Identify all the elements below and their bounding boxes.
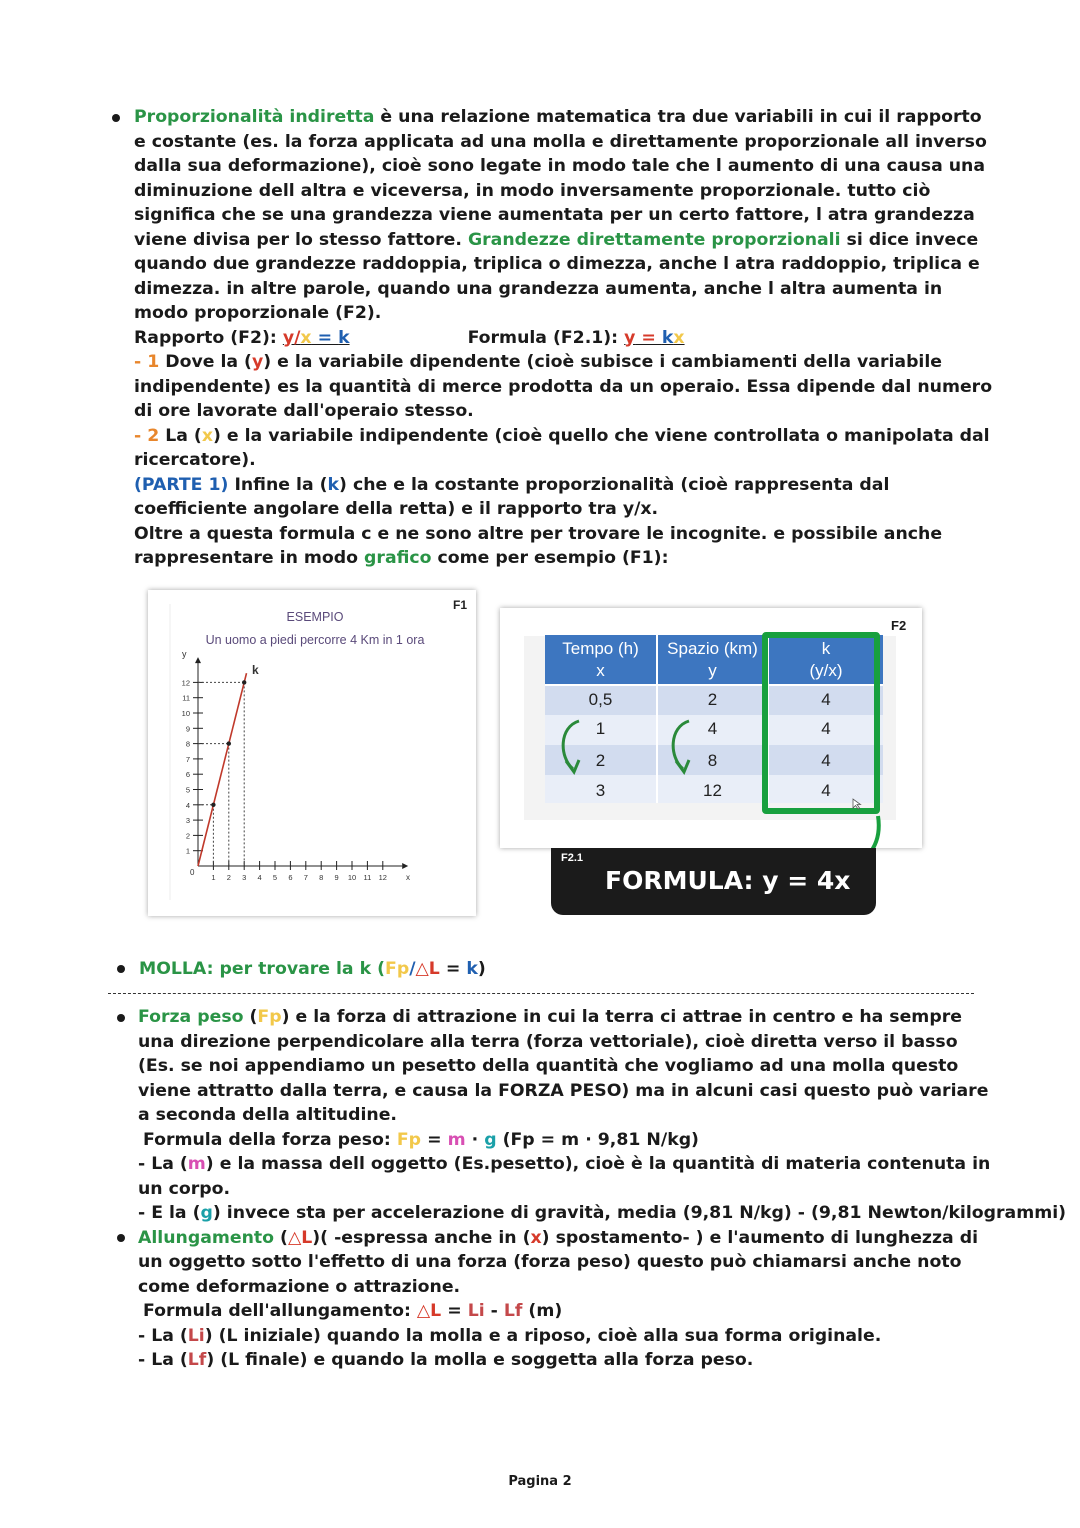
x-tick-label: 4	[257, 873, 262, 882]
header-tempo: Tempo (h) x	[562, 639, 639, 680]
point-1: - 1 Dove la (y) e la variabile dipendente (cioè subisce i cambiamenti della variabile indipendente) es la quantità di merce prodotta da un operaio. Essa dipende dal numero di ore lavorate dall'operaio stesso.	[134, 352, 993, 421]
data-point	[242, 680, 246, 684]
header-k: k (y/x)	[809, 639, 843, 680]
allungamento-paragraph: Allungamento (△L)( -espressa anche in (x) spostamento- ) e l'aumento di lunghezza di un oggetto sotto l'effetto di una forza (forza peso) questo può chiamarsi anche noto come deformazione o attrazione.	[138, 1227, 979, 1297]
lf-line: - La (Lf) (L finale) e quando la molla e soggetta alla forza peso.	[138, 1350, 754, 1370]
rapporto-expression: y/x = k	[282, 327, 350, 348]
y-tick-label: 2	[185, 831, 190, 841]
cell: 4	[821, 719, 831, 738]
figure-f2-tag: F2	[891, 618, 907, 633]
curved-arrow-icon	[557, 717, 587, 777]
header-spazio: Spazio (km) y	[667, 639, 758, 680]
formula-text: FORMULA: y = 4x	[605, 866, 851, 895]
term-grandezze-direttamente-proporzionali: Grandezze direttamente proporzionali	[467, 229, 841, 250]
cell: 4	[821, 690, 831, 709]
cursor-icon	[852, 798, 862, 810]
cell: 4	[821, 751, 831, 770]
cell: 2	[595, 751, 606, 770]
k-column-highlight	[762, 632, 880, 814]
dashed-divider	[108, 993, 974, 994]
figure-f1-tag: F1	[453, 598, 468, 612]
figure-f1-card	[148, 590, 476, 916]
formula-box	[551, 848, 876, 915]
cell: 4	[821, 781, 831, 800]
cell: 2	[707, 690, 718, 709]
y-tick-label: 12	[181, 678, 190, 688]
y-tick-label: 8	[185, 739, 190, 749]
forza-peso-paragraph: Forza peso (Fp) e la forza di attrazione in cui la terra ci attrae in centro e ha sempre una direzione perpendicolare alla terra (forza vettoriale), cioè diretta verso il basso (Es. se noi appendiamo un pesetto della quantità che vogliamo ad una molla questo viene attratto dalla terra, e causa la FORZA PESO) ma in alcuni casi questo può variare a seconda della altitudine.	[138, 1007, 989, 1125]
y-tick-label: 3	[185, 816, 190, 826]
forza-peso-formula: Formula della forza peso: Fp = m · g (Fp = m · 9,81 N/kg)	[143, 1129, 699, 1150]
series-line-k	[198, 673, 247, 866]
massa-line: - La (m) e la massa dell oggetto (Es.pesetto), cioè è la quantità di materia contenuta in un corpo.	[138, 1154, 991, 1199]
y-axis-label: y	[182, 649, 187, 659]
cell: 4	[707, 719, 718, 738]
x-tick-label: 9	[334, 873, 339, 882]
allungamento-formula: Formula dell'allungamento: △L = Li - Lf (m)	[143, 1301, 563, 1321]
gravita-line: - E la (g) invece sta per accelerazione di gravità, media (9,81 N/kg) - (9,81 Newton/kilogrammi)	[138, 1203, 1067, 1223]
li-line: - La (Li) (L iniziale) quando la molla e a riposo, cioè alla sua forma originale.	[138, 1325, 882, 1346]
x-tick-label: 2	[226, 873, 231, 882]
x-axis-label: x	[406, 873, 410, 882]
page-number: Pagina 2	[508, 1474, 572, 1489]
y-tick-label: 9	[185, 724, 190, 734]
cell: 1	[595, 719, 606, 738]
point-2: - 2 La (x) e la variabile indipendente (cioè quello che viene controllata o manipolata dal ricercatore).	[134, 425, 990, 470]
intro-paragraph: Proporzionalità indiretta è una relazione matematica tra due variabili in cui il rapporto e costante (es. la forza applicata ad una molla e direttamente proporzionale all inverso dalla sua deformazione), cioè sono legate in modo tale che l aumento di una causa una diminuzione dell altra e viceversa, in modo inversamente proporzionale. tutto ciò significa che se una grandezza viene aumentata per un certo fattore, l atra grandezza viene divisa per lo stesso fattore. Grandezze direttamente proporzionali si dice invece quando due grandezze raddoppia, triplica o dimezza, anche l atra raddoppio, triplica e dimezza. in altre parole, quando una grandezza aumenta, anche l altra aumenta in modo proporzionale (F2).	[134, 107, 987, 323]
line-label-k: k	[252, 663, 259, 677]
cell: 0,5	[588, 690, 613, 709]
y-tick-label: 10	[181, 709, 190, 718]
y-tick-label: 6	[185, 770, 190, 780]
figure-f1-chart	[148, 590, 476, 916]
cell: 8	[707, 751, 718, 770]
x-tick-label: 10	[347, 873, 357, 882]
y-tick-label: 4	[185, 800, 190, 810]
x-tick-label: 6	[288, 873, 293, 882]
point-3: (PARTE 1) Infine la (k) che e la costante proporzionalità (cioè rappresenta dal coefficiente angolare della retta) e il rapporto tra y/x.	[134, 474, 890, 519]
point-4: Oltre a questa formula c e ne sono altre per trovare le incognite. e possibile anche rappresentare in modo grafico come per esempio (F1):	[134, 523, 943, 568]
x-tick-label: 8	[319, 873, 324, 882]
x-tick-label: 5	[272, 873, 278, 882]
cell: 3	[595, 781, 606, 800]
y-tick-label: 5	[185, 785, 190, 795]
origin-label: 0	[190, 868, 195, 877]
x-tick-label: 12	[378, 873, 387, 882]
formula-expression: y = kx	[624, 327, 685, 348]
chart-subtitle: Un uomo a piedi percorre 4 Km in 1 ora	[205, 633, 425, 647]
intro-section	[134, 105, 994, 571]
cell: 12	[703, 781, 722, 800]
bullet	[112, 114, 120, 122]
x-tick-label: 11	[363, 873, 372, 882]
y-tick-label: 11	[182, 693, 190, 703]
bullet	[117, 1234, 125, 1242]
x-axis-arrow-icon	[402, 863, 408, 869]
bullet	[117, 1014, 125, 1022]
x-tick-label: 3	[242, 873, 247, 882]
data-point	[211, 803, 215, 807]
y-tick-label: 1	[185, 846, 190, 856]
forza-section	[138, 1005, 1067, 1373]
curved-arrow-icon	[667, 717, 697, 777]
rapporto-formula-line: Rapporto (F2): y/x = k Formula (F2.1): y = kx	[134, 327, 685, 348]
x-tick-label: 7	[303, 873, 308, 882]
molla-line: MOLLA: per trovare la k (Fp/△L = k)	[139, 959, 486, 979]
y-axis-arrow-icon	[195, 657, 201, 663]
formula-tag: F2.1	[561, 852, 584, 864]
y-tick-label: 7	[185, 754, 190, 764]
data-point	[227, 741, 231, 745]
chart-title: ESEMPIO	[286, 610, 344, 624]
x-tick-label: 1	[211, 873, 216, 882]
term-proporzionalita-indiretta: Proporzionalità indiretta	[134, 107, 375, 127]
bullet	[117, 965, 125, 973]
